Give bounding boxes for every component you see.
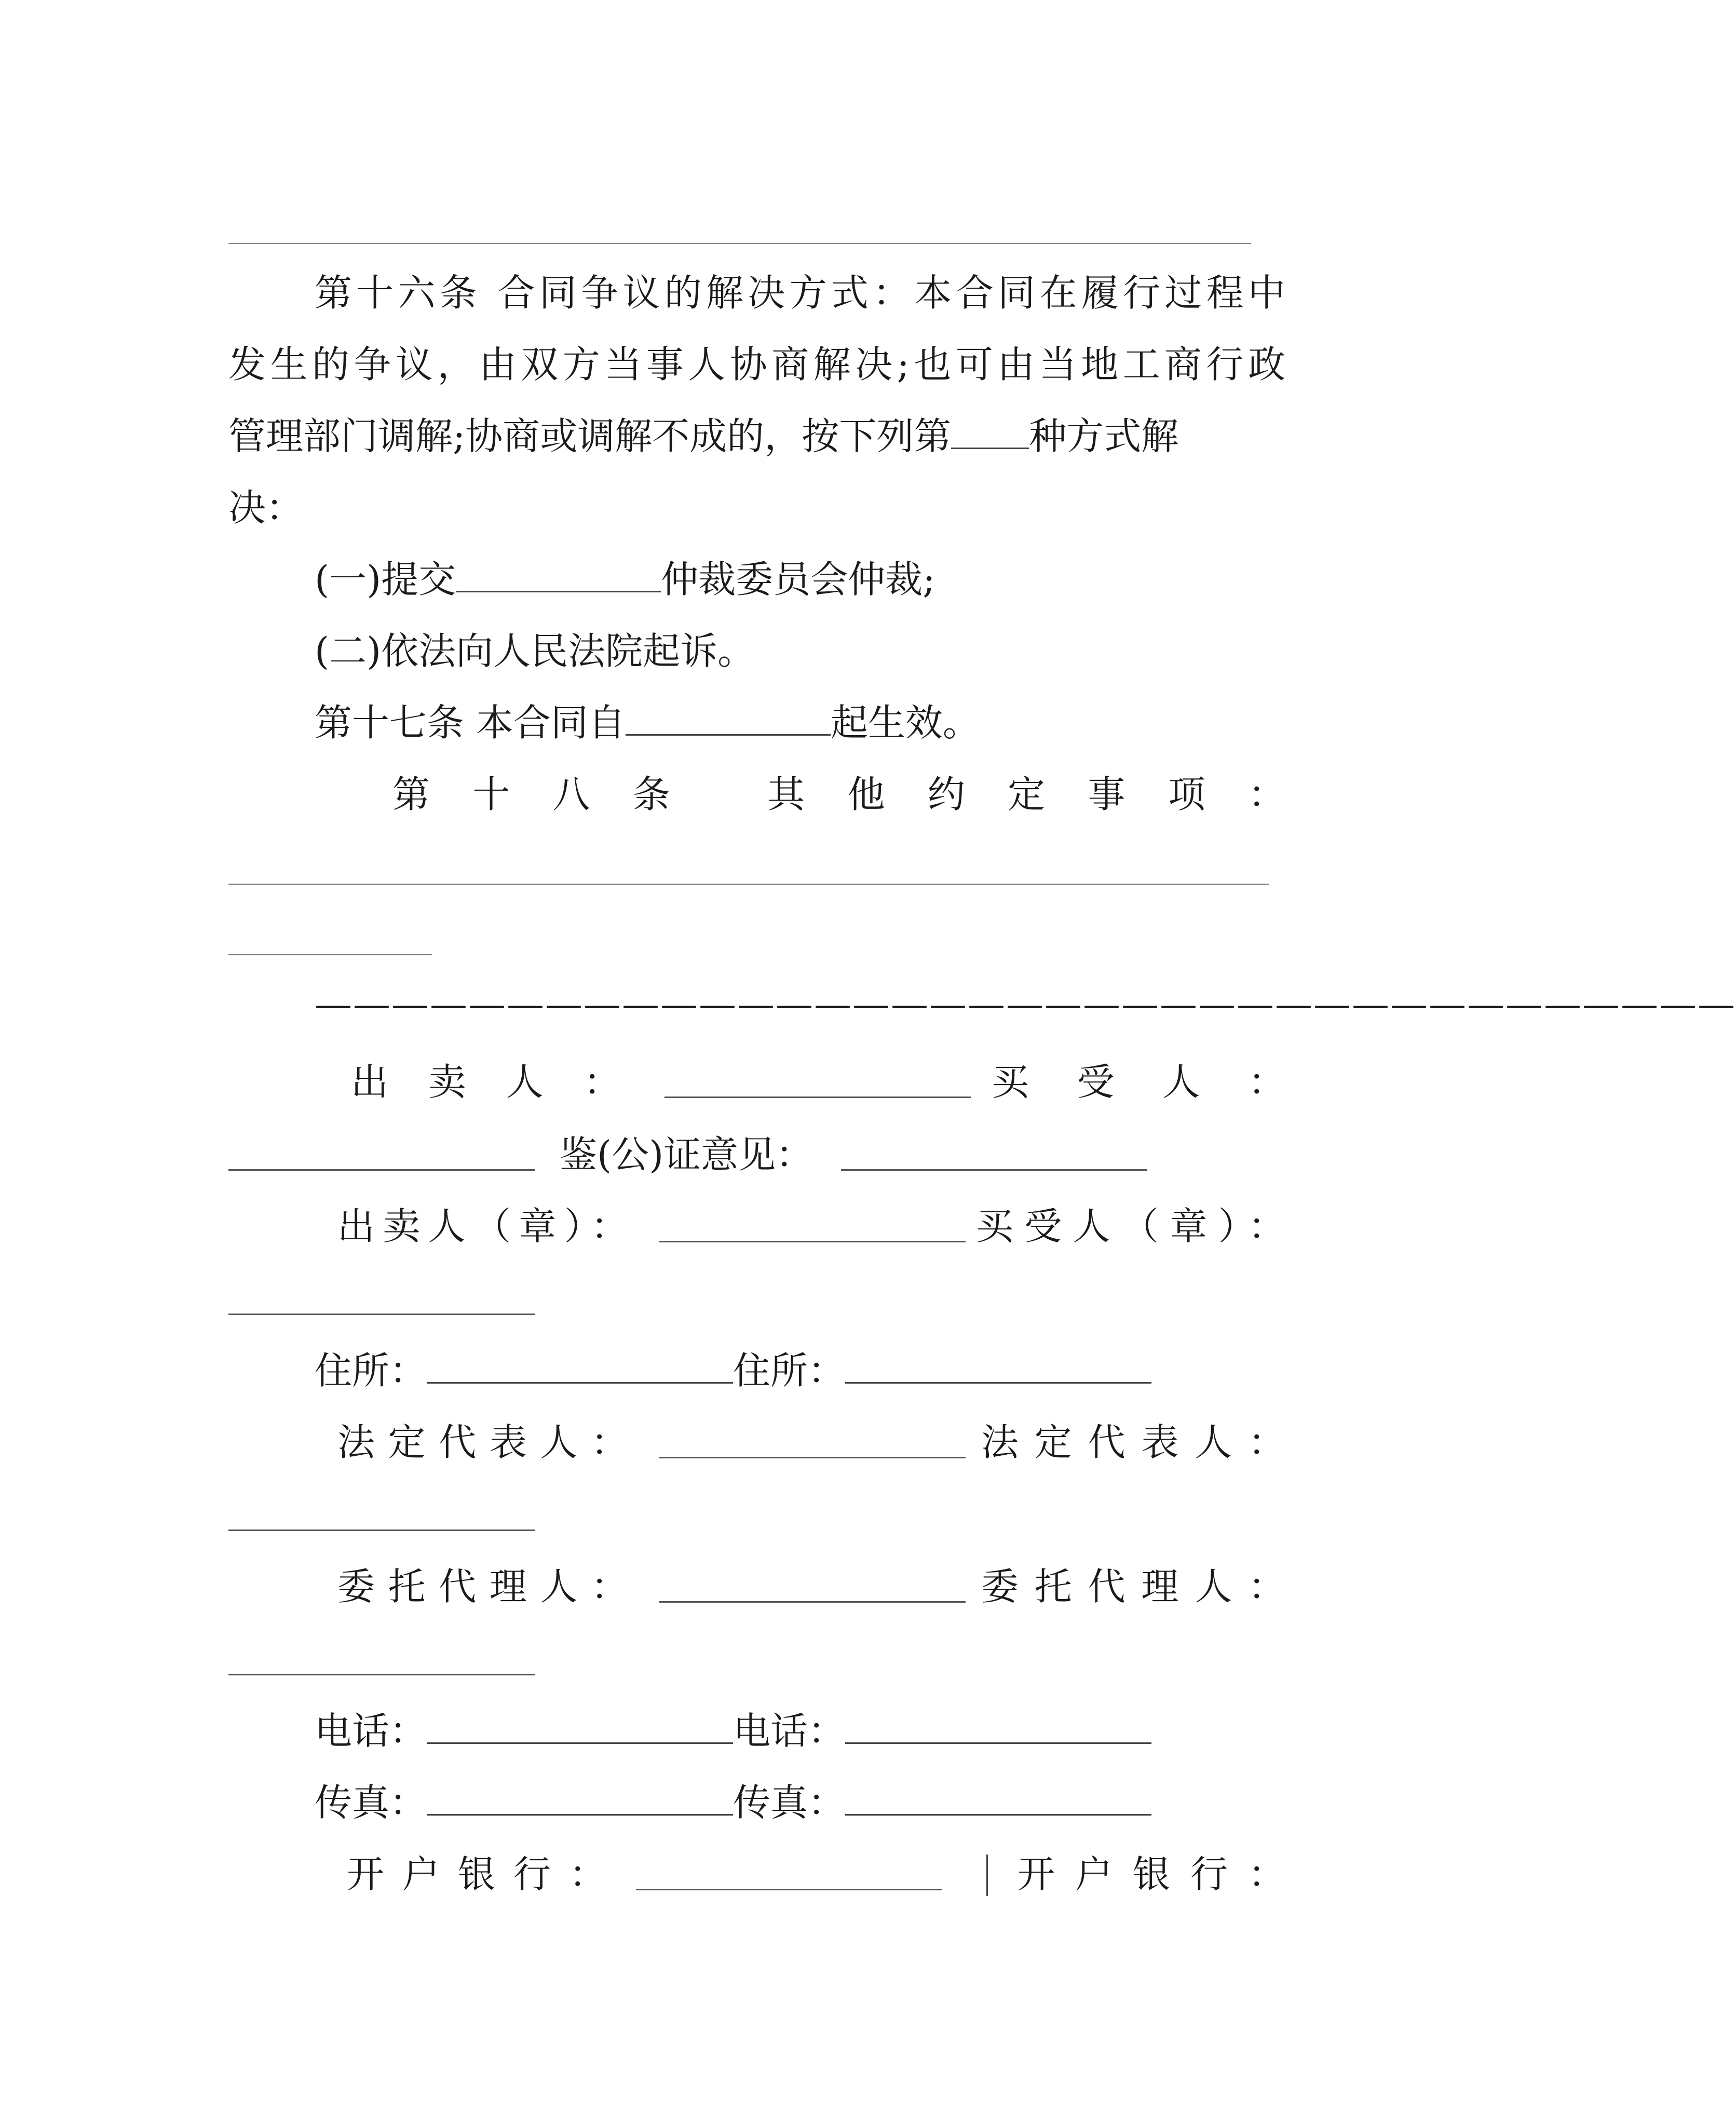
legal-rep-blank-2[interactable] [228, 1530, 535, 1531]
seller-phone-blank[interactable] [427, 1711, 733, 1744]
top-rule [228, 243, 1251, 244]
seller-seal-blank[interactable] [659, 1241, 966, 1242]
article16-option1: (一)提交 仲裁委员会仲裁; [315, 558, 935, 601]
other-terms-line-2[interactable] [228, 954, 432, 955]
buyer-fax-blank[interactable] [845, 1783, 1151, 1816]
article16-line4: 决： [228, 486, 304, 530]
seller-label: 出卖人： [351, 1060, 621, 1104]
seller-address-blank[interactable] [427, 1351, 733, 1384]
agent-blank-1[interactable] [659, 1601, 966, 1603]
agent-label-2: 委托代理人： [981, 1565, 1285, 1608]
notary-blank[interactable] [841, 1169, 1147, 1171]
buyer-blank[interactable] [228, 1169, 535, 1171]
buyer-seal-blank[interactable] [228, 1314, 535, 1315]
article17: 第十七条 本合同自 起生效。 [315, 701, 980, 745]
other-terms-line-1[interactable] [228, 884, 1269, 885]
bank-label-1: 开户银行： [347, 1852, 606, 1896]
article16-option2: (二)依法向人民法院起诉。 [315, 629, 755, 673]
buyer-label: 买受人： [992, 1060, 1285, 1104]
seller-seal-label: 出卖人（章）： [337, 1204, 628, 1248]
agent-label-1: 委托代理人： [337, 1565, 628, 1608]
cursor-bar [986, 1855, 988, 1896]
legal-rep-label-2: 法定代表人： [981, 1420, 1285, 1464]
arbitration-committee-blank[interactable] [456, 560, 661, 592]
method-number-blank[interactable] [951, 416, 1029, 449]
other-terms-dashes: ————————————————————————————————————— [315, 982, 1736, 1026]
buyer-seal-label: 买受人（章）： [976, 1204, 1285, 1248]
buyer-phone-blank[interactable] [845, 1711, 1151, 1744]
agent-blank-2[interactable] [228, 1674, 535, 1675]
article18-label: 第十八条 其他约定事项： [392, 773, 1285, 816]
buyer-address-blank[interactable] [845, 1351, 1151, 1384]
article16-line2: 发生的争议，由双方当事人协商解决;也可由当地工商行政 [228, 343, 1285, 386]
seller-blank[interactable] [664, 1097, 971, 1098]
fax-row: 传真： 传真： [315, 1780, 1151, 1825]
article16-line1: 第十六条 合同争议的解决方式：本合同在履行过程中 [315, 271, 1285, 315]
seller-address-row: 住所： 住所： [315, 1348, 1151, 1393]
legal-rep-blank-1[interactable] [659, 1457, 966, 1458]
article16-line3: 管理部门调解;协商或调解不成的，按下列第 种方式解 [228, 414, 1179, 458]
seller-fax-blank[interactable] [427, 1783, 733, 1816]
legal-rep-label-1: 法定代表人： [337, 1420, 628, 1464]
notary-label: 鉴(公)证意见： [560, 1133, 813, 1176]
bank-label-2: 开户银行： [1018, 1852, 1285, 1896]
effective-date-blank[interactable] [626, 703, 831, 736]
phone-row: 电话： 电话： [315, 1708, 1151, 1754]
bank-blank-1[interactable] [636, 1889, 942, 1890]
